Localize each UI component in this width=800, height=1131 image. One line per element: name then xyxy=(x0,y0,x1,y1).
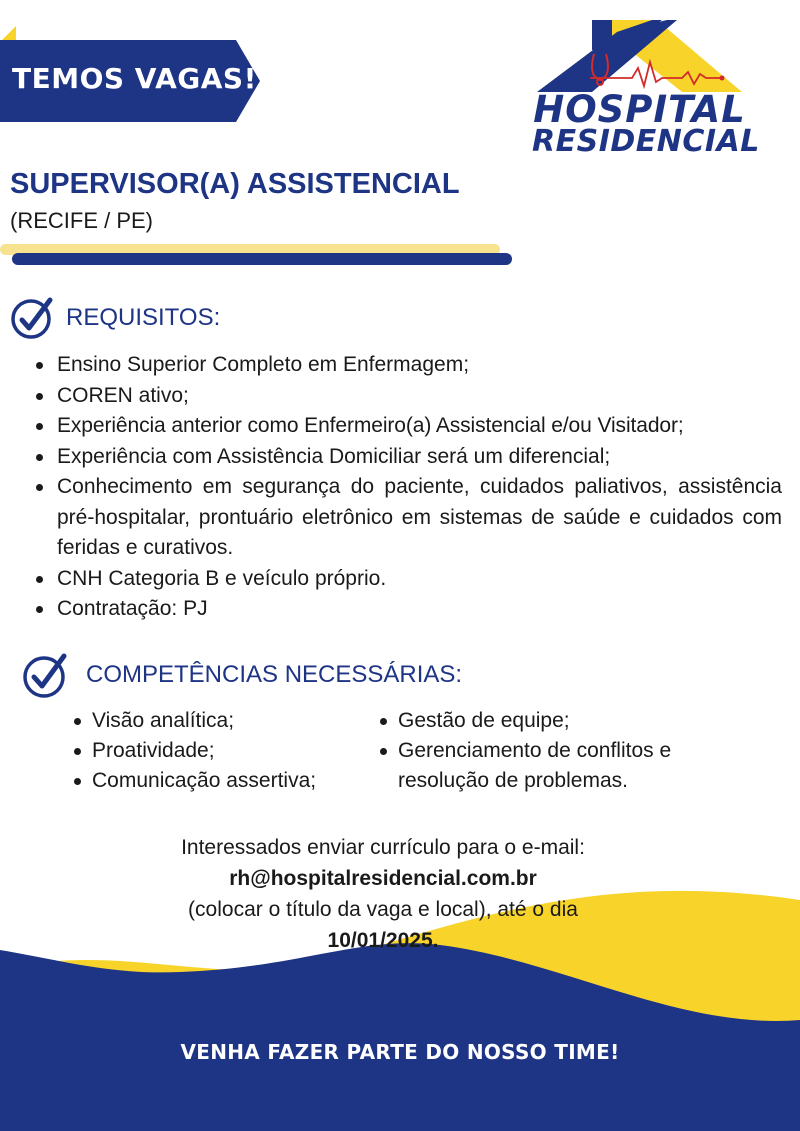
check-circle-icon xyxy=(10,296,54,340)
contact-email[interactable]: rh@hospitalresidencial.com.br xyxy=(229,867,537,890)
deadline-date: 10/01/2025. xyxy=(327,929,439,952)
logo-line1: HOSPITAL xyxy=(533,88,746,131)
list-item: CNH Categoria B e veículo próprio. xyxy=(30,564,782,595)
hospital-logo xyxy=(532,12,760,159)
list-item: COREN ativo; xyxy=(30,381,782,412)
job-title: SUPERVISOR(A) ASSISTENCIAL xyxy=(10,168,460,200)
contact-info xyxy=(0,832,766,956)
competencies-list-right xyxy=(376,706,726,796)
list-item: Visão analítica; xyxy=(70,706,360,736)
requirements-heading: REQUISITOS: xyxy=(66,304,221,331)
list-item: Gestão de equipe; xyxy=(376,706,726,736)
list-item: Conhecimento em segurança do paciente, cuidados paliativos, assistência pré-hospitalar, prontuário eletrônico em sistemas de saúde e cuidados com feridas e curativos. xyxy=(30,472,782,564)
list-item: Comunicação assertiva; xyxy=(70,766,360,796)
competencies-header xyxy=(22,652,462,698)
title-underline xyxy=(12,253,512,265)
list-item: Proatividade; xyxy=(70,736,360,766)
competencies-list-left xyxy=(70,706,360,796)
competencies-heading: COMPETÊNCIAS NECESSÁRIAS: xyxy=(86,661,463,688)
requirements-list xyxy=(30,350,782,625)
list-item: Gerenciamento de conflitos e resolução de problemas. xyxy=(376,736,726,796)
footer-cta: VENHA FAZER PARTE DO NOSSO TIME! xyxy=(180,1040,620,1064)
check-circle-icon xyxy=(22,652,68,698)
contact-line: (colocar o título da vaga e local), até o dia xyxy=(188,898,578,921)
contact-line: Interessados enviar currículo para o e-mail: xyxy=(181,836,585,859)
list-item: Contratação: PJ xyxy=(30,594,782,625)
banner-label: TEMOS VAGAS! xyxy=(12,62,257,95)
list-item: Ensino Superior Completo em Enfermagem; xyxy=(30,350,782,381)
vacancy-banner xyxy=(0,40,260,122)
job-location: (RECIFE / PE) xyxy=(10,208,154,233)
requirements-header xyxy=(10,296,220,340)
list-item: Experiência anterior como Enfermeiro(a) Assistencial e/ou Visitador; xyxy=(30,411,782,442)
list-item: Experiência com Assistência Domiciliar será um diferencial; xyxy=(30,442,782,473)
logo-line2: RESIDENCIAL xyxy=(532,124,760,159)
